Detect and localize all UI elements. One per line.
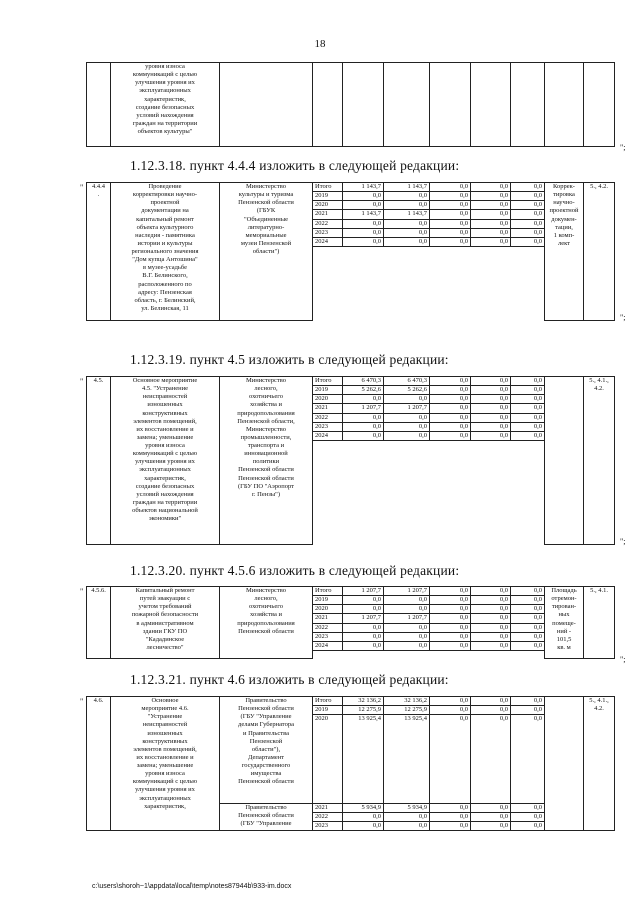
- value-local: 0,0: [471, 219, 511, 228]
- value-federal: 0,0: [430, 632, 471, 641]
- value-other: 0,0: [511, 386, 545, 395]
- value-federal: 0,0: [430, 386, 471, 395]
- item-indicator: Площадь отремон- тирован- ных помеще- ний - 101,5 кв. м: [545, 587, 584, 659]
- section-heading: 1.12.3.18. пункт 4.4.4 изложить в следующей редакции:: [130, 158, 460, 173]
- section-heading: 1.12.3.19. пункт 4.5 изложить в следующей редакции:: [130, 352, 449, 367]
- section-heading: 1.12.3.20. пункт 4.5.6 изложить в следующей редакции:: [130, 563, 460, 578]
- value-local: 0,0: [471, 632, 511, 641]
- value-regional: 0,0: [384, 632, 430, 641]
- year-label: 2023: [313, 228, 343, 237]
- value-other: 0,0: [511, 822, 545, 831]
- item-executor-continued: Правительство Пензенской области (ГБУ "Управление: [220, 803, 313, 830]
- value-regional: 0,0: [384, 605, 430, 614]
- item-indicator: [545, 697, 584, 831]
- value-local: 0,0: [471, 614, 511, 623]
- year-label: 2023: [313, 822, 343, 831]
- cell-empty: [471, 440, 511, 544]
- value-regional: 0,0: [384, 192, 430, 201]
- value-federal: 0,0: [430, 210, 471, 219]
- value-other: 0,0: [511, 587, 545, 596]
- value-federal: 0,0: [430, 715, 471, 724]
- value-regional: 0,0: [384, 228, 430, 237]
- year-label: 2019: [313, 386, 343, 395]
- value-total: 0,0: [343, 422, 384, 431]
- value-local: 0,0: [471, 237, 511, 246]
- value-total: 1 207,7: [343, 404, 384, 413]
- value-federal: 0,0: [430, 404, 471, 413]
- value-local: 0,0: [471, 228, 511, 237]
- year-label: 2021: [313, 210, 343, 219]
- value-regional: 0,0: [384, 395, 430, 404]
- cell-empty: [511, 650, 545, 658]
- value-local: 0,0: [471, 192, 511, 201]
- value-other: 0,0: [511, 228, 545, 237]
- quote-close-mark: ";: [620, 655, 626, 664]
- value-other: 0,0: [511, 422, 545, 431]
- year-label: 2022: [313, 623, 343, 632]
- year-label: 2019: [313, 706, 343, 715]
- item-name: Капитальный ремонт путей эвакуации с учетом требований пожарной безопасности в административном здании ГКУ ПО "Кададинское лесничество": [111, 587, 220, 659]
- value-total: 0,0: [343, 641, 384, 650]
- cell-empty: [313, 650, 343, 658]
- cell-empty: [384, 63, 430, 147]
- value-federal: 0,0: [430, 228, 471, 237]
- cell-empty: [343, 63, 384, 147]
- value-other: 0,0: [511, 219, 545, 228]
- item-indicator: Коррек- тировка научно- проектной докумен- тации, 1 комп- лект: [545, 183, 584, 321]
- cell-empty: [343, 650, 384, 658]
- value-federal: 0,0: [430, 431, 471, 440]
- year-label: 2021: [313, 404, 343, 413]
- value-other: 0,0: [511, 413, 545, 422]
- cell-empty: [471, 63, 511, 147]
- value-regional: 1 143,7: [384, 183, 430, 192]
- cell-empty: [384, 440, 430, 544]
- value-federal: 0,0: [430, 822, 471, 831]
- year-label: 2019: [313, 192, 343, 201]
- value-federal: 0,0: [430, 813, 471, 822]
- quote-open-mark: ": [80, 697, 84, 706]
- value-federal: 0,0: [430, 605, 471, 614]
- item-number: 4.5.: [87, 377, 111, 545]
- year-label: Итого: [313, 587, 343, 596]
- value-total: 1 143,7: [343, 210, 384, 219]
- value-federal: 0,0: [430, 422, 471, 431]
- value-other: 0,0: [511, 192, 545, 201]
- value-total: 0,0: [343, 219, 384, 228]
- quote-close-mark: ";: [620, 313, 626, 322]
- quote-close-mark: ";: [620, 143, 626, 152]
- value-regional: 13 925,4: [384, 715, 430, 724]
- value-total: 0,0: [343, 237, 384, 246]
- value-total: 0,0: [343, 813, 384, 822]
- item-link: 5., 4.2.: [584, 183, 615, 321]
- footer-file-path: c:\users\shoroh~1\appdata\local\temp\notes87944b\933-im.docx: [92, 883, 292, 890]
- value-regional: 0,0: [384, 413, 430, 422]
- value-regional: 0,0: [384, 422, 430, 431]
- cell-empty: [384, 723, 430, 803]
- value-total: 0,0: [343, 201, 384, 210]
- year-label: 2020: [313, 201, 343, 210]
- value-other: 0,0: [511, 614, 545, 623]
- cell-empty: [313, 246, 343, 320]
- item-indicator: [545, 377, 584, 545]
- value-local: 0,0: [471, 422, 511, 431]
- value-local: 0,0: [471, 413, 511, 422]
- value-local: 0,0: [471, 813, 511, 822]
- value-regional: 1 207,7: [384, 587, 430, 596]
- year-label: 2024: [313, 237, 343, 246]
- year-label: 2022: [313, 813, 343, 822]
- year-label: 2020: [313, 715, 343, 724]
- value-federal: 0,0: [430, 219, 471, 228]
- item-name: Проведение корректировки научно- проектной документации на капитальный ремонт объекта культурного наследия - памятника истории и культуры регионального значения "Дом купца Антошина" в музее-усадьбе В.Г. Белинского, расположенного по адресу: Пензенская область, г. Белинский, ул. Белинская, 11: [111, 183, 220, 321]
- value-other: 0,0: [511, 623, 545, 632]
- value-regional: 0,0: [384, 822, 430, 831]
- cell-empty: [313, 723, 343, 803]
- value-local: 0,0: [471, 822, 511, 831]
- item-executor: Министерство культуры и туризма Пензенской области (ГБУК "Объединенные литературно- мемориальные музеи Пензенской области"): [220, 183, 313, 321]
- cell-empty: [384, 650, 430, 658]
- value-total: 1 207,7: [343, 587, 384, 596]
- value-other: 0,0: [511, 605, 545, 614]
- item-link: 5., 4.1., 4.2.: [584, 377, 615, 545]
- value-other: 0,0: [511, 632, 545, 641]
- cell-empty: [471, 723, 511, 803]
- value-federal: 0,0: [430, 706, 471, 715]
- value-local: 0,0: [471, 596, 511, 605]
- value-federal: 0,0: [430, 697, 471, 706]
- value-local: 0,0: [471, 431, 511, 440]
- value-other: 0,0: [511, 596, 545, 605]
- year-label: Итого: [313, 697, 343, 706]
- value-regional: 0,0: [384, 219, 430, 228]
- value-federal: 0,0: [430, 614, 471, 623]
- cell-empty: [430, 63, 471, 147]
- page-number: 18: [314, 38, 326, 50]
- value-total: 0,0: [343, 605, 384, 614]
- value-local: 0,0: [471, 706, 511, 715]
- value-regional: 12 275,9: [384, 706, 430, 715]
- cell-empty: [511, 440, 545, 544]
- value-total: 1 143,7: [343, 183, 384, 192]
- value-local: 0,0: [471, 803, 511, 812]
- value-federal: 0,0: [430, 377, 471, 386]
- value-total: 0,0: [343, 413, 384, 422]
- value-federal: 0,0: [430, 623, 471, 632]
- value-other: 0,0: [511, 395, 545, 404]
- value-regional: 32 136,2: [384, 697, 430, 706]
- year-label: 2020: [313, 395, 343, 404]
- value-local: 0,0: [471, 210, 511, 219]
- value-federal: 0,0: [430, 596, 471, 605]
- item-name: Основное мероприятие 4.5. "Устранение неисправностей изношенных конструктивных элементов помещений, их восстановление и замена; уменьшение уровня износа коммуникаций с целью улучшения уровня их эксплуатационных характеристик, создание безопасных условий нахождения граждан на территории объектов национальной экономики": [111, 377, 220, 545]
- cell-empty: [471, 650, 511, 658]
- cell-empty: [511, 63, 545, 147]
- cell-empty: [545, 63, 584, 147]
- value-total: 6 470,3: [343, 377, 384, 386]
- value-total: 5 934,9: [343, 803, 384, 812]
- year-label: Итого: [313, 183, 343, 192]
- value-regional: 5 262,6: [384, 386, 430, 395]
- value-local: 0,0: [471, 183, 511, 192]
- value-local: 0,0: [471, 201, 511, 210]
- year-label: 2024: [313, 431, 343, 440]
- cell-empty: [511, 723, 545, 803]
- value-local: 0,0: [471, 623, 511, 632]
- value-local: 0,0: [471, 386, 511, 395]
- section-heading: 1.12.3.21. пункт 4.6 изложить в следующей редакции:: [130, 672, 449, 687]
- value-total: 0,0: [343, 632, 384, 641]
- table-item-4-4-4: [86, 182, 615, 321]
- value-other: 0,0: [511, 706, 545, 715]
- value-regional: 0,0: [384, 201, 430, 210]
- value-regional: 1 207,7: [384, 614, 430, 623]
- table-item-4-5: [86, 376, 615, 545]
- value-total: 0,0: [343, 596, 384, 605]
- value-other: 0,0: [511, 201, 545, 210]
- year-label: Итого: [313, 377, 343, 386]
- value-total: 0,0: [343, 192, 384, 201]
- value-total: 5 262,6: [343, 386, 384, 395]
- cell-empty: [430, 440, 471, 544]
- value-regional: 0,0: [384, 641, 430, 650]
- item-name: Основное мероприятие 4.6. "Устранение неисправностей изношенных конструктивных элементов помещений, их восстановление и замена; уменьшение уровня износа коммуникаций с целью улучшения уровня их эксплуатационных характеристик,: [111, 697, 220, 831]
- value-federal: 0,0: [430, 395, 471, 404]
- table-item-4-6: [86, 696, 615, 831]
- value-local: 0,0: [471, 605, 511, 614]
- value-other: 0,0: [511, 431, 545, 440]
- cell-empty: [87, 63, 111, 147]
- value-other: 0,0: [511, 641, 545, 650]
- year-label: 2020: [313, 605, 343, 614]
- value-local: 0,0: [471, 715, 511, 724]
- value-total: 0,0: [343, 228, 384, 237]
- table-fragment-top: [86, 62, 615, 147]
- value-regional: 1 143,7: [384, 210, 430, 219]
- cell-empty: [220, 63, 313, 147]
- value-local: 0,0: [471, 404, 511, 413]
- value-other: 0,0: [511, 377, 545, 386]
- cell-empty: [511, 246, 545, 320]
- year-label: 2022: [313, 413, 343, 422]
- value-regional: 0,0: [384, 596, 430, 605]
- value-federal: 0,0: [430, 201, 471, 210]
- value-federal: 0,0: [430, 413, 471, 422]
- value-federal: 0,0: [430, 803, 471, 812]
- quote-open-mark: ": [80, 183, 84, 192]
- value-total: 0,0: [343, 623, 384, 632]
- value-regional: 0,0: [384, 431, 430, 440]
- cell-empty: [343, 246, 384, 320]
- value-regional: 1 207,7: [384, 404, 430, 413]
- value-total: 0,0: [343, 822, 384, 831]
- value-regional: 0,0: [384, 813, 430, 822]
- cell-empty: [471, 246, 511, 320]
- cell-empty: [313, 63, 343, 147]
- value-total: 1 207,7: [343, 614, 384, 623]
- year-label: 2023: [313, 632, 343, 641]
- table-item-4-5-6: [86, 586, 615, 659]
- quote-open-mark: ": [80, 377, 84, 386]
- item-executor: Министерство лесного, охотничьего хозяйства и природопользования Пензенской области, Министерство промышленности, транспорта и инновационной политики Пензенской области Пензенской области (ГБУ ПО "Аэропорт г. Пензы"): [220, 377, 313, 545]
- item-link: 5., 4.1.: [584, 587, 615, 659]
- quote-close-mark: ";: [620, 537, 626, 546]
- value-other: 0,0: [511, 803, 545, 812]
- year-label: 2022: [313, 219, 343, 228]
- value-total: 32 136,2: [343, 697, 384, 706]
- year-label: 2021: [313, 803, 343, 812]
- value-other: 0,0: [511, 404, 545, 413]
- fragment-text: уровня износа коммуникаций с целью улучшения уровня их эксплуатационных характеристик, создание безопасных условий нахождения граждан на территории объектов культуры": [111, 63, 220, 147]
- year-label: 2021: [313, 614, 343, 623]
- item-executor: Министерство лесного, охотничьего хозяйства и природопользования Пензенской области: [220, 587, 313, 659]
- value-other: 0,0: [511, 813, 545, 822]
- value-federal: 0,0: [430, 183, 471, 192]
- cell-empty: [313, 440, 343, 544]
- value-local: 0,0: [471, 697, 511, 706]
- cell-empty: [430, 723, 471, 803]
- value-regional: 6 470,3: [384, 377, 430, 386]
- value-regional: 5 934,9: [384, 803, 430, 812]
- cell-empty: [430, 246, 471, 320]
- item-executor: Правительство Пензенской области (ГБУ "Управление делами Губернатора и Правительства Пензенской области"), Департамент государственного имущества Пензенской области: [220, 697, 313, 804]
- value-other: 0,0: [511, 183, 545, 192]
- value-other: 0,0: [511, 210, 545, 219]
- item-link: 5., 4.1., 4.2.: [584, 697, 615, 831]
- value-federal: 0,0: [430, 237, 471, 246]
- value-total: 0,0: [343, 431, 384, 440]
- value-total: 12 275,9: [343, 706, 384, 715]
- value-federal: 0,0: [430, 587, 471, 596]
- item-number: 4.5.6.: [87, 587, 111, 659]
- cell-empty: [343, 723, 384, 803]
- quote-open-mark: ": [80, 587, 84, 596]
- value-local: 0,0: [471, 587, 511, 596]
- year-label: 2024: [313, 641, 343, 650]
- value-other: 0,0: [511, 237, 545, 246]
- value-federal: 0,0: [430, 192, 471, 201]
- cell-empty: [430, 650, 471, 658]
- value-federal: 0,0: [430, 641, 471, 650]
- value-local: 0,0: [471, 395, 511, 404]
- value-local: 0,0: [471, 377, 511, 386]
- value-other: 0,0: [511, 697, 545, 706]
- value-total: 13 925,4: [343, 715, 384, 724]
- value-regional: 0,0: [384, 237, 430, 246]
- item-number: 4.6.: [87, 697, 111, 831]
- year-label: 2019: [313, 596, 343, 605]
- value-other: 0,0: [511, 715, 545, 724]
- value-local: 0,0: [471, 641, 511, 650]
- value-regional: 0,0: [384, 623, 430, 632]
- cell-empty: [343, 440, 384, 544]
- item-number: 4.4.4 .: [87, 183, 111, 321]
- cell-empty: [384, 246, 430, 320]
- cell-empty: [584, 63, 615, 147]
- year-label: 2023: [313, 422, 343, 431]
- value-total: 0,0: [343, 395, 384, 404]
